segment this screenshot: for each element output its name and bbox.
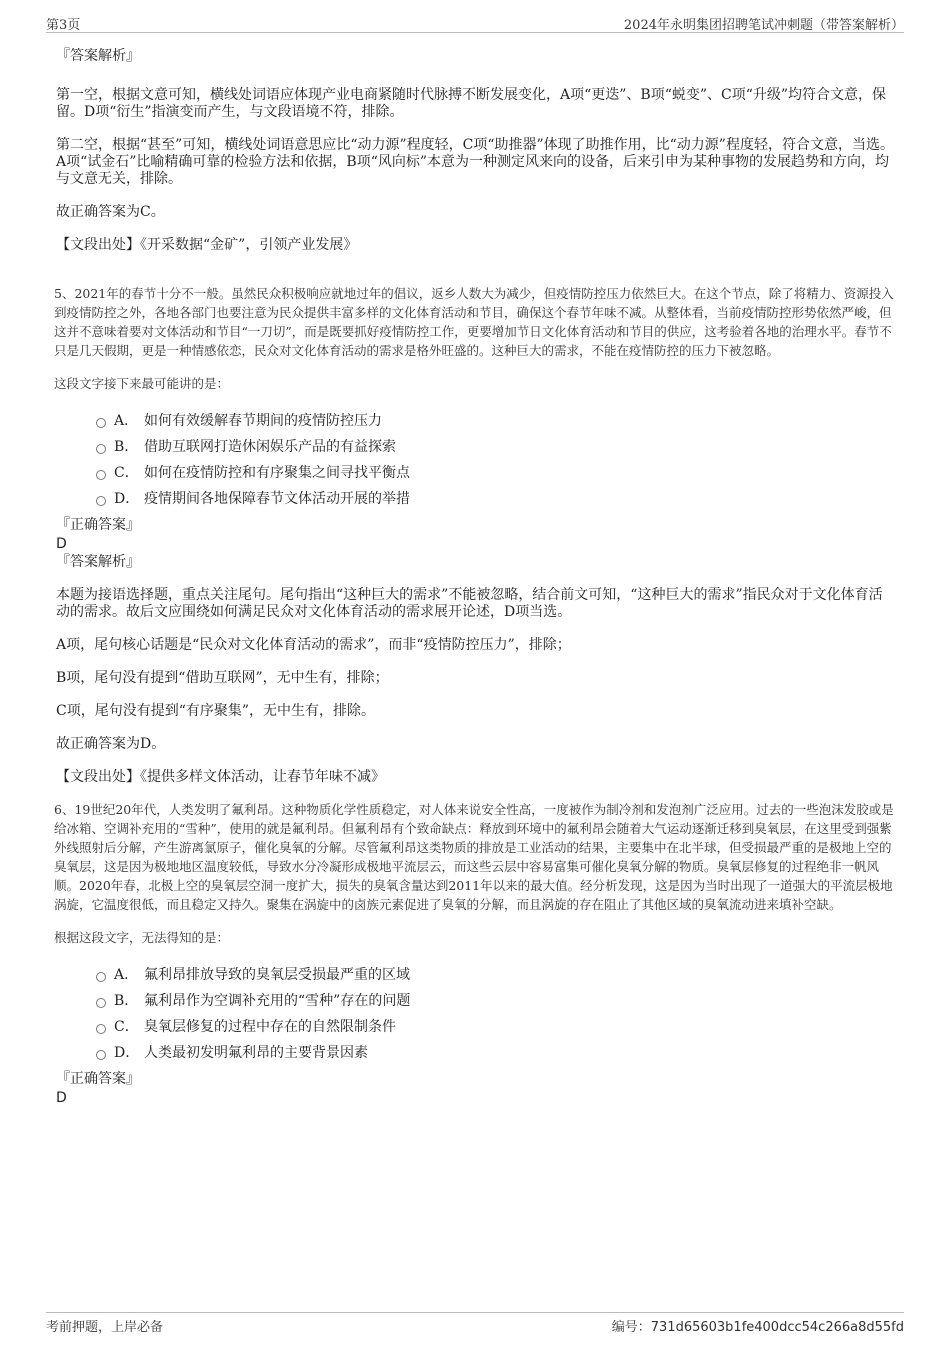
correct-answer: D: [56, 1090, 67, 1106]
document-title: 2024年永明集团招聘笔试冲刺题（带答案解析）: [623, 18, 904, 33]
question-prompt: 这段文字接下来最可能讲的是：: [54, 376, 230, 391]
page-header: [46, 14, 904, 33]
analysis-paragraph: A项，尾句核心话题是“民众对文化体育活动的需求”，而非“疫情防控压力”，排除；: [56, 637, 571, 653]
radio-icon[interactable]: [96, 496, 106, 506]
analysis-conclusion: 故正确答案为D。: [56, 736, 166, 752]
footer-slogan: 考前押题，上岸必备: [46, 1320, 164, 1335]
passage-source: 【文段出处】《提供多样文体活动，让春节年味不减》: [56, 769, 385, 785]
analysis-paragraph: 第二空，根据“甚至”可知，横线处词语意思应比“动力源”程度轻，C项“助推器”体现了助推作用，比“动力源”程度轻，符合文意，当选。A项“试金石”比喻精确可靠的检验方法和依据，B项“风向标”本意为一种测定风来向的设备，后来引申为某种事物的发展趋势和方向，均与文意无关，排除。: [56, 137, 894, 187]
answer-label: 『正确答案』: [56, 1071, 140, 1087]
radio-icon[interactable]: [96, 1024, 106, 1034]
radio-icon[interactable]: [96, 444, 106, 454]
analysis-paragraph: C项，尾句没有提到“有序聚集”，无中生有，排除。: [56, 703, 376, 719]
option-a[interactable]: A． 氟利昂排放导致的臭氧层受损最严重的区域: [96, 961, 896, 987]
page-content: [56, 42, 896, 1107]
option-b[interactable]: B． 借助互联网打造休闲娱乐产品的有益探索: [96, 433, 896, 459]
option-list: [56, 407, 896, 511]
radio-icon[interactable]: [96, 1050, 106, 1060]
option-d[interactable]: D． 疫情期间各地保障春节文体活动开展的举措: [96, 485, 896, 511]
radio-icon[interactable]: [96, 470, 106, 480]
analysis-conclusion: 故正确答案为C。: [56, 204, 165, 220]
option-b[interactable]: B． 氟利昂作为空调补充用的“雪种”存在的问题: [96, 987, 896, 1013]
option-a[interactable]: A． 如何有效缓解春节期间的疫情防控压力: [96, 407, 896, 433]
correct-answer: D: [56, 536, 67, 552]
analysis-paragraph: 第一空，根据文意可知，横线处词语应体现产业电商紧随时代脉搏不断发展变化，A项“更迭”、B项“蜕变”、C项“升级”均符合文意，保留。D项“衍生”指演变而产生，与文段语境不符，排除。: [56, 87, 887, 120]
option-c[interactable]: C． 如何在疫情防控和有序聚集之间寻找平衡点: [96, 459, 896, 485]
question-stem: 5、2021年的春节十分不一般。虽然民众积极响应就地过年的倡议，返乡人数大为减少，但疫情防控压力依然巨大。在这个节点，除了将精力、资源投入到疫情防控之外，各地各部门也要注意为民众提供丰富多样的文化体育活动和节目，确保这个春节年味不减。从整体看，当前疫情防控形势依然严峻，但这并不意味着要对文体活动和节目“一刀切”，而是既要抓好疫情防控工作，更要增加节日文化体育活动和节目的供应，这考验着各地的治理水平。春节不只是几天假期，更是一种情感依恋，民众对文化体育活动的需求是格外旺盛的。这种巨大的需求，不能在疫情防控的压力下被忽略。: [54, 286, 894, 358]
analysis-paragraph: B项，尾句没有提到“借助互联网”，无中生有，排除；: [56, 670, 389, 686]
radio-icon[interactable]: [96, 972, 106, 982]
passage-source: 【文段出处】《开采数据“金矿”，引领产业发展》: [56, 237, 358, 253]
question-stem: 6、19世纪20年代，人类发明了氟利昂。这种物质化学性质稳定，对人体来说安全性高，一度被作为制冷剂和发泡剂广泛应用。过去的一些泡沫发胶或是给冰箱、空调补充用的“雪种”，使用的就是氟利昂。但氟利昂有个致命缺点：释放到环境中的氟利昂会随着大气运动逐渐迁移到臭氧层，在这里受到强紫外线照射后分解，产生游离氯原子，催化臭氧的分解。尽管氟利昂这类物质的排放是工业活动的结果，主要集中在北半球，但受损最严重的是极地上空的臭氧层，这是因为极地地区温度较低，导致水分冷凝形成极地平流层云，而这些云层中容易富集可催化臭氧分解的物质。臭氧层修复的过程绝非一帆风顺。2020年春，北极上空的臭氧层空洞一度扩大，损失的臭氧含量达到2011年以来的最大值。经分析发现，这是因为当时出现了一道强大的平流层极地涡旋，它温度很低，而且稳定又持久。聚集在涡旋中的卤族元素促进了臭氧的分解，而且涡旋的存在阻止了其他区域的臭氧流动进来填补空缺。: [54, 802, 894, 912]
answer-label: 『正确答案』: [56, 517, 140, 533]
radio-icon[interactable]: [96, 998, 106, 1008]
analysis-label: 『答案解析』: [56, 48, 140, 64]
radio-icon[interactable]: [96, 418, 106, 428]
analysis-label: 『答案解析』: [56, 554, 140, 570]
page-footer: [46, 1312, 904, 1336]
option-d[interactable]: D． 人类最初发明氟利昂的主要背景因素: [96, 1039, 896, 1065]
option-list: [56, 961, 896, 1065]
document-id: 编号：731d65603b1fe400dcc54c266a8d55fd: [611, 1320, 904, 1335]
question-prompt: 根据这段文字，无法得知的是：: [54, 930, 230, 945]
analysis-paragraph: 本题为接语选择题，重点关注尾句。尾句指出“这种巨大的需求”不能被忽略，结合前文可知，“这种巨大的需求”指民众对于文化体育活动的需求。故后文应围绕如何满足民众对文化体育活动的需求展开论述，D项当选。: [56, 587, 883, 620]
page-number: 第3页: [46, 18, 81, 33]
option-c[interactable]: C． 臭氧层修复的过程中存在的自然限制条件: [96, 1013, 896, 1039]
